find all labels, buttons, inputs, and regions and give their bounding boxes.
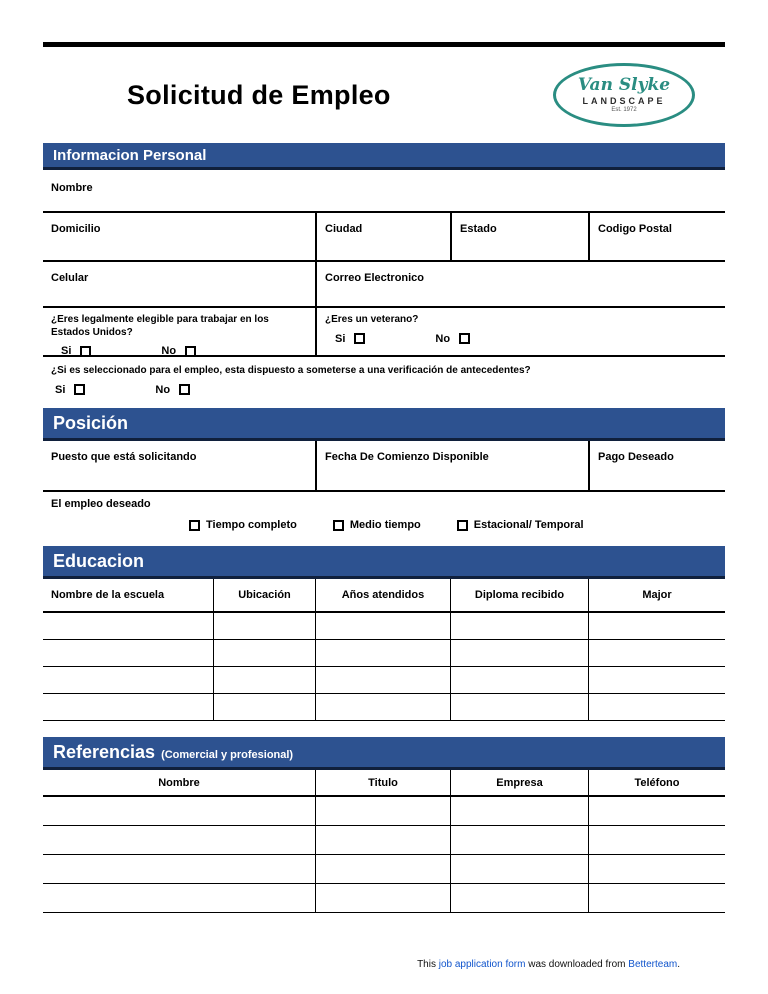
section-header-informacion-personal <box>43 143 725 170</box>
page-title: Solicitud de Empleo <box>127 79 391 110</box>
column-header-nombre: Nombre <box>158 776 200 789</box>
references-table-row <box>43 855 725 884</box>
checkbox-veterano-no[interactable] <box>459 333 470 344</box>
field-ciudad[interactable] <box>315 213 450 260</box>
edu-cell[interactable] <box>315 613 450 639</box>
edu-cell[interactable] <box>43 667 213 693</box>
edu-cell[interactable] <box>213 640 315 666</box>
education-table-row <box>43 694 725 721</box>
option-label: Medio tiempo <box>349 519 421 531</box>
education-table-row <box>43 640 725 667</box>
checkbox-estacional-temporal[interactable] <box>457 520 468 531</box>
ref-cell[interactable] <box>315 884 450 912</box>
employment-type-options <box>189 519 717 531</box>
education-table-row <box>43 613 725 640</box>
edu-cell[interactable] <box>43 640 213 666</box>
attribution-footer <box>417 959 680 970</box>
edu-cell[interactable] <box>315 640 450 666</box>
ref-cell[interactable] <box>43 855 315 883</box>
link-job-application-form[interactable]: job application form <box>438 959 526 970</box>
column-header-anos-atendidos: Años atendidos <box>315 579 450 611</box>
field-domicilio[interactable] <box>43 213 315 260</box>
option-label: Tiempo completo <box>206 519 297 531</box>
section-title: Referencias <box>53 741 156 762</box>
edu-cell[interactable] <box>450 640 588 666</box>
field-label-puesto: Puesto que está solicitando <box>51 451 197 463</box>
field-codigo-postal[interactable] <box>588 213 725 260</box>
field-pago-deseado[interactable] <box>588 441 725 490</box>
section-title: Educacion <box>53 550 145 571</box>
link-betterteam[interactable]: Betterteam <box>628 959 678 970</box>
field-label-estado: Estado <box>460 223 497 235</box>
field-puesto[interactable] <box>43 441 315 490</box>
address-row <box>43 213 725 262</box>
ref-cell[interactable] <box>588 826 725 854</box>
ref-cell[interactable] <box>588 884 725 912</box>
column-header-titulo: Titulo <box>315 770 450 795</box>
questions-row <box>43 308 725 357</box>
question-eligible <box>43 308 315 355</box>
column-header-escuela: Nombre de la escuela <box>51 589 165 601</box>
field-label-pago: Pago Deseado <box>598 451 674 463</box>
checkbox-background-no[interactable] <box>179 384 190 395</box>
question-eligible-label: ¿Eres legalmente elegible para trabajar en los Estados Unidos? <box>51 314 269 338</box>
position-row <box>43 441 725 492</box>
question-veterano-answers <box>325 333 717 345</box>
field-estado[interactable] <box>450 213 588 260</box>
logo-established: Est. 1972 <box>611 107 637 113</box>
ref-cell[interactable] <box>588 797 725 825</box>
field-label-ciudad: Ciudad <box>325 223 363 235</box>
option-medio-tiempo <box>333 519 421 531</box>
ref-cell[interactable] <box>450 826 588 854</box>
edu-cell[interactable] <box>588 613 725 639</box>
field-correo[interactable] <box>315 262 725 306</box>
checkbox-veterano-si[interactable] <box>354 333 365 344</box>
employment-type-block <box>43 492 725 540</box>
column-header-diploma: Diploma recibido <box>450 579 588 611</box>
field-fecha-comienzo[interactable] <box>315 441 588 490</box>
empleo-deseado-label: El empleo deseado <box>51 498 151 510</box>
checkbox-medio-tiempo[interactable] <box>333 520 344 531</box>
section-header-educacion <box>43 546 725 579</box>
edu-cell[interactable] <box>213 613 315 639</box>
field-label-codigo-postal: Codigo Postal <box>598 223 672 235</box>
footer-text: was downloaded from <box>525 959 629 970</box>
education-table-row <box>43 667 725 694</box>
edu-cell[interactable] <box>450 613 588 639</box>
column-header-empresa: Empresa <box>450 770 588 795</box>
section-title: Posición <box>53 412 129 433</box>
edu-cell[interactable] <box>213 694 315 720</box>
question-eligible-answers <box>51 345 307 357</box>
ref-cell[interactable] <box>450 884 588 912</box>
references-table-row <box>43 826 725 855</box>
no-label: No <box>155 383 171 396</box>
ref-cell[interactable] <box>43 884 315 912</box>
section-subtitle: (Comercial y profesional) <box>161 749 294 761</box>
checkbox-eligible-si[interactable] <box>80 346 91 357</box>
contact-row <box>43 262 725 308</box>
field-label-fecha: Fecha De Comienzo Disponible <box>325 451 489 463</box>
edu-cell[interactable] <box>450 694 588 720</box>
field-label-domicilio: Domicilio <box>51 223 101 235</box>
question-background-answers <box>51 384 717 396</box>
ref-cell[interactable] <box>43 797 315 825</box>
edu-cell[interactable] <box>315 667 450 693</box>
footer-text: . <box>677 959 680 970</box>
si-label: Si <box>61 345 72 357</box>
si-label: Si <box>55 383 66 396</box>
no-label: No <box>435 332 451 345</box>
option-tiempo-completo <box>189 519 297 531</box>
edu-cell[interactable] <box>588 667 725 693</box>
edu-cell[interactable] <box>213 667 315 693</box>
question-veterano-label: ¿Eres un veterano? <box>325 314 419 325</box>
field-label-celular: Celular <box>51 272 89 284</box>
section-header-posicion <box>43 408 725 441</box>
references-table-header <box>43 770 725 797</box>
company-logo <box>553 63 695 127</box>
form-header <box>43 47 725 143</box>
field-label-correo: Correo Electronico <box>325 272 425 284</box>
ref-cell[interactable] <box>450 855 588 883</box>
field-nombre[interactable] <box>43 170 725 213</box>
edu-cell[interactable] <box>43 613 213 639</box>
checkbox-background-si[interactable] <box>74 384 85 395</box>
edu-cell[interactable] <box>450 667 588 693</box>
column-header-ubicacion: Ubicación <box>213 579 315 611</box>
section-title: Informacion Personal <box>53 146 207 164</box>
education-table-header <box>43 579 725 613</box>
ref-cell[interactable] <box>43 826 315 854</box>
column-header-major: Major <box>588 579 725 611</box>
question-background-label: ¿Si es seleccionado para el empleo, esta dispuesto a someterse a una verificación de antecedentes? <box>51 365 531 376</box>
ref-cell[interactable] <box>315 797 450 825</box>
si-label: Si <box>335 332 346 345</box>
references-table-row <box>43 884 725 913</box>
references-table-row <box>43 797 725 826</box>
section-header-referencias <box>43 737 725 770</box>
edu-cell[interactable] <box>43 694 213 720</box>
no-label: No <box>161 345 177 357</box>
field-label-nombre: Nombre <box>51 182 93 194</box>
edu-cell[interactable] <box>588 640 725 666</box>
column-header-telefono: Teléfono <box>588 770 725 795</box>
ref-cell[interactable] <box>588 855 725 883</box>
question-background <box>43 357 725 404</box>
edu-cell[interactable] <box>588 694 725 720</box>
ref-cell[interactable] <box>450 797 588 825</box>
edu-cell[interactable] <box>315 694 450 720</box>
checkbox-eligible-no[interactable] <box>185 346 196 357</box>
field-celular[interactable] <box>43 262 315 306</box>
question-veterano <box>315 308 725 355</box>
ref-cell[interactable] <box>315 855 450 883</box>
option-estacional-temporal <box>457 519 584 531</box>
checkbox-tiempo-completo[interactable] <box>189 520 200 531</box>
logo-type: LANDSCAPE <box>582 96 666 106</box>
option-label: Estacional/ Temporal <box>473 519 584 531</box>
footer-text: This <box>417 959 439 970</box>
form-content <box>43 0 725 913</box>
ref-cell[interactable] <box>315 826 450 854</box>
logo-name: Van Slyke <box>577 75 671 95</box>
